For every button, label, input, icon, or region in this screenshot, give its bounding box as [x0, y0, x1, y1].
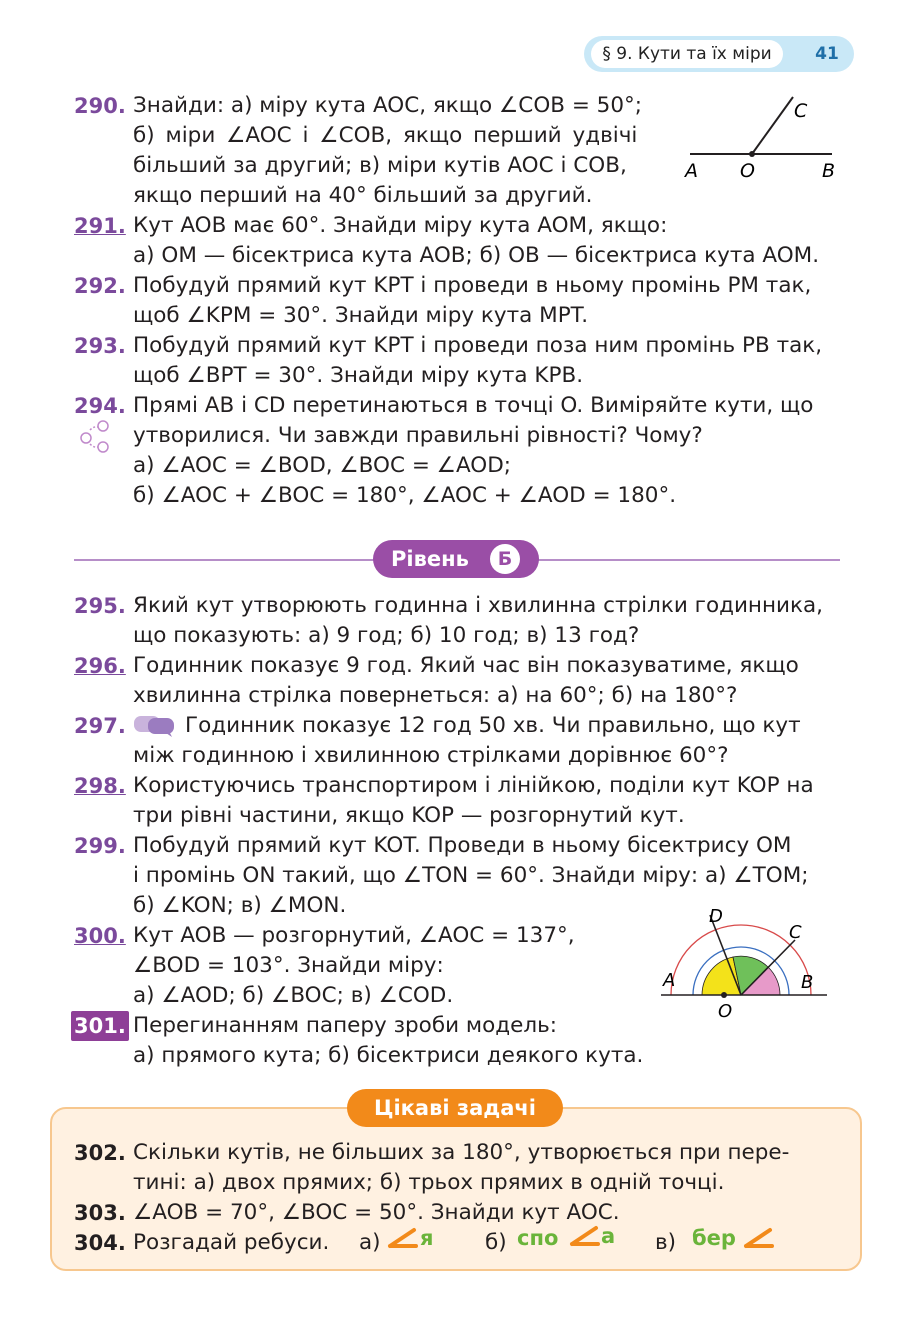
problem-number: 296.: [74, 654, 126, 678]
problem-text: Користуючись транспортиром і лінійкою, поділи кут KOP на: [133, 773, 814, 798]
ray-oc: [752, 97, 793, 154]
problem-number: 292.: [74, 274, 126, 298]
problem-text: щоб ∠BPT = 30°. Знайди міру кута KPB.: [133, 363, 584, 388]
label-o: O: [718, 1001, 733, 1022]
label-b: B: [822, 160, 836, 182]
problem-number: 297.: [74, 714, 126, 738]
rebus-b-text-2: а: [601, 1224, 616, 1248]
problem-text: Кут AOB має 60°. Знайди міру кута AOM, якщо:: [133, 213, 668, 238]
problem-text: Знайди: а) міру кута AOC, якщо ∠COB = 50°;: [133, 93, 643, 118]
problem-number: 303.: [74, 1201, 126, 1225]
point-o: [749, 151, 755, 157]
problem-number: 298.: [74, 774, 126, 798]
problem-text: що показують: а) 9 год; б) 10 год; в) 13 год?: [133, 623, 640, 648]
problem-text: три рівні частини, якщо KOP — розгорнутий кут.: [133, 803, 685, 828]
level-letter: Б: [490, 544, 520, 574]
problem-number: 301.: [71, 1011, 129, 1041]
rebus-c-label: в): [655, 1230, 677, 1255]
problem-text: а) прямого кута; б) бісектриси деякого кута.: [133, 1043, 644, 1068]
problem-text: Побудуй прямий кут KPT і проведи в ньому промінь PM так,: [133, 273, 812, 298]
problem-text: Побудуй прямий кут KPT і проведи поза ним промінь PB так,: [133, 333, 823, 358]
fun-problems-title: Цікаві задачі: [347, 1089, 563, 1127]
problem-text: тині: а) двох прямих; б) трьох прямих в одній точці.: [133, 1170, 725, 1195]
problem-text: щоб ∠KPM = 30°. Знайди міру кута MPT.: [133, 303, 589, 328]
problem-text: ∠AOB = 70°, ∠BOC = 50°. Знайди кут AOC.: [133, 1200, 620, 1225]
problem-text: а) ∠AOD; б) ∠BOC; в) ∠COD.: [133, 983, 454, 1008]
problem-text: утворилися. Чи завжди правильні рівності? Чому?: [133, 423, 703, 448]
rebus-b-text-1: спо: [517, 1226, 559, 1250]
rebus-angle-icon: [568, 1224, 600, 1248]
level-label: Рівень: [391, 547, 469, 571]
angle-figure-290: [680, 92, 840, 187]
rebus-a-text: я: [420, 1226, 434, 1250]
problem-text: Який кут утворюють годинна і хвилинна стрілки годинника,: [133, 593, 824, 618]
problem-text: Побудуй прямий кут KOT. Проведи в ньому бісектрису OM: [133, 833, 792, 858]
problem-text: і промінь ON такий, що ∠TON = 60°. Знайди міру: а) ∠TOM;: [133, 863, 809, 888]
point-o: [721, 992, 727, 998]
discussion-icon: [134, 714, 176, 738]
section-title: § 9. Кути та їх міри: [591, 40, 783, 68]
problem-number: 300.: [74, 924, 126, 948]
label-b: B: [801, 972, 814, 993]
problem-text: якщо перший на 40° більший за другий.: [133, 183, 593, 208]
problem-text: між годинною і хвилинною стрілками дорівнює 60°?: [133, 743, 729, 768]
rebus-b-label: б): [485, 1230, 507, 1255]
problem-text: Годинник показує 12 год 50 хв. Чи правильно, що кут: [185, 713, 801, 738]
problem-number: 294.: [74, 394, 126, 418]
problem-text: Годинник показує 9 год. Який час він показуватиме, якщо: [133, 653, 799, 678]
rebus-angle-icon: [742, 1226, 774, 1250]
label-c: C: [794, 100, 808, 122]
problem-text: хвилинна стрілка повернеться: а) на 60°; б) на 180°?: [133, 683, 738, 708]
label-a: A: [685, 160, 698, 182]
problem-number: 295.: [74, 594, 126, 618]
rebus-angle-icon: [386, 1226, 418, 1250]
page-number: 41: [815, 44, 839, 64]
problem-number: 304.: [74, 1231, 126, 1255]
problem-text: а) OM — бісектриса кута AOB; б) OB — бісектриса кута AOM.: [133, 243, 820, 268]
level-badge: [373, 540, 539, 578]
label-a: A: [663, 970, 676, 991]
problem-number: 290.: [74, 94, 126, 118]
group-work-icon: [78, 420, 114, 454]
problem-text: б) ∠KON; в) ∠MON.: [133, 893, 347, 918]
label-d: D: [709, 906, 723, 927]
rebus-c-text: бер: [692, 1226, 736, 1250]
problem-text: ∠BOD = 103°. Знайди міру:: [133, 953, 444, 978]
problem-text: Скільки кутів, не більших за 180°, утворюється при пере-: [133, 1140, 790, 1165]
angle-figure-300: [655, 900, 835, 1025]
running-header: [584, 36, 854, 72]
problem-text: а) ∠AOC = ∠BOD, ∠BOC = ∠AOD;: [133, 453, 512, 478]
problem-text: Кут AOB — розгорнутий, ∠AOC = 137°,: [133, 923, 575, 948]
rebus-a-label: а): [359, 1230, 381, 1255]
problem-text: б) міри ∠AOC і ∠COB, якщо перший удвічі: [133, 123, 638, 148]
problem-text: Перегинанням паперу зроби модель:: [133, 1013, 558, 1038]
label-c: C: [789, 922, 802, 943]
label-o: O: [740, 160, 755, 182]
problem-text: Розгадай ребуси.: [133, 1230, 330, 1255]
problem-text: Прямі AB і CD перетинаються в точці O. Виміряйте кути, що: [133, 393, 814, 418]
problem-number: 299.: [74, 834, 126, 858]
problem-text: більший за другий; в) міри кутів AOC і COB,: [133, 153, 627, 178]
problem-number: 291.: [74, 214, 126, 238]
problem-number: 293.: [74, 334, 126, 358]
problem-number: 302.: [74, 1141, 126, 1165]
problem-text: б) ∠AOC + ∠BOC = 180°, ∠AOC + ∠AOD = 180°.: [133, 483, 677, 508]
